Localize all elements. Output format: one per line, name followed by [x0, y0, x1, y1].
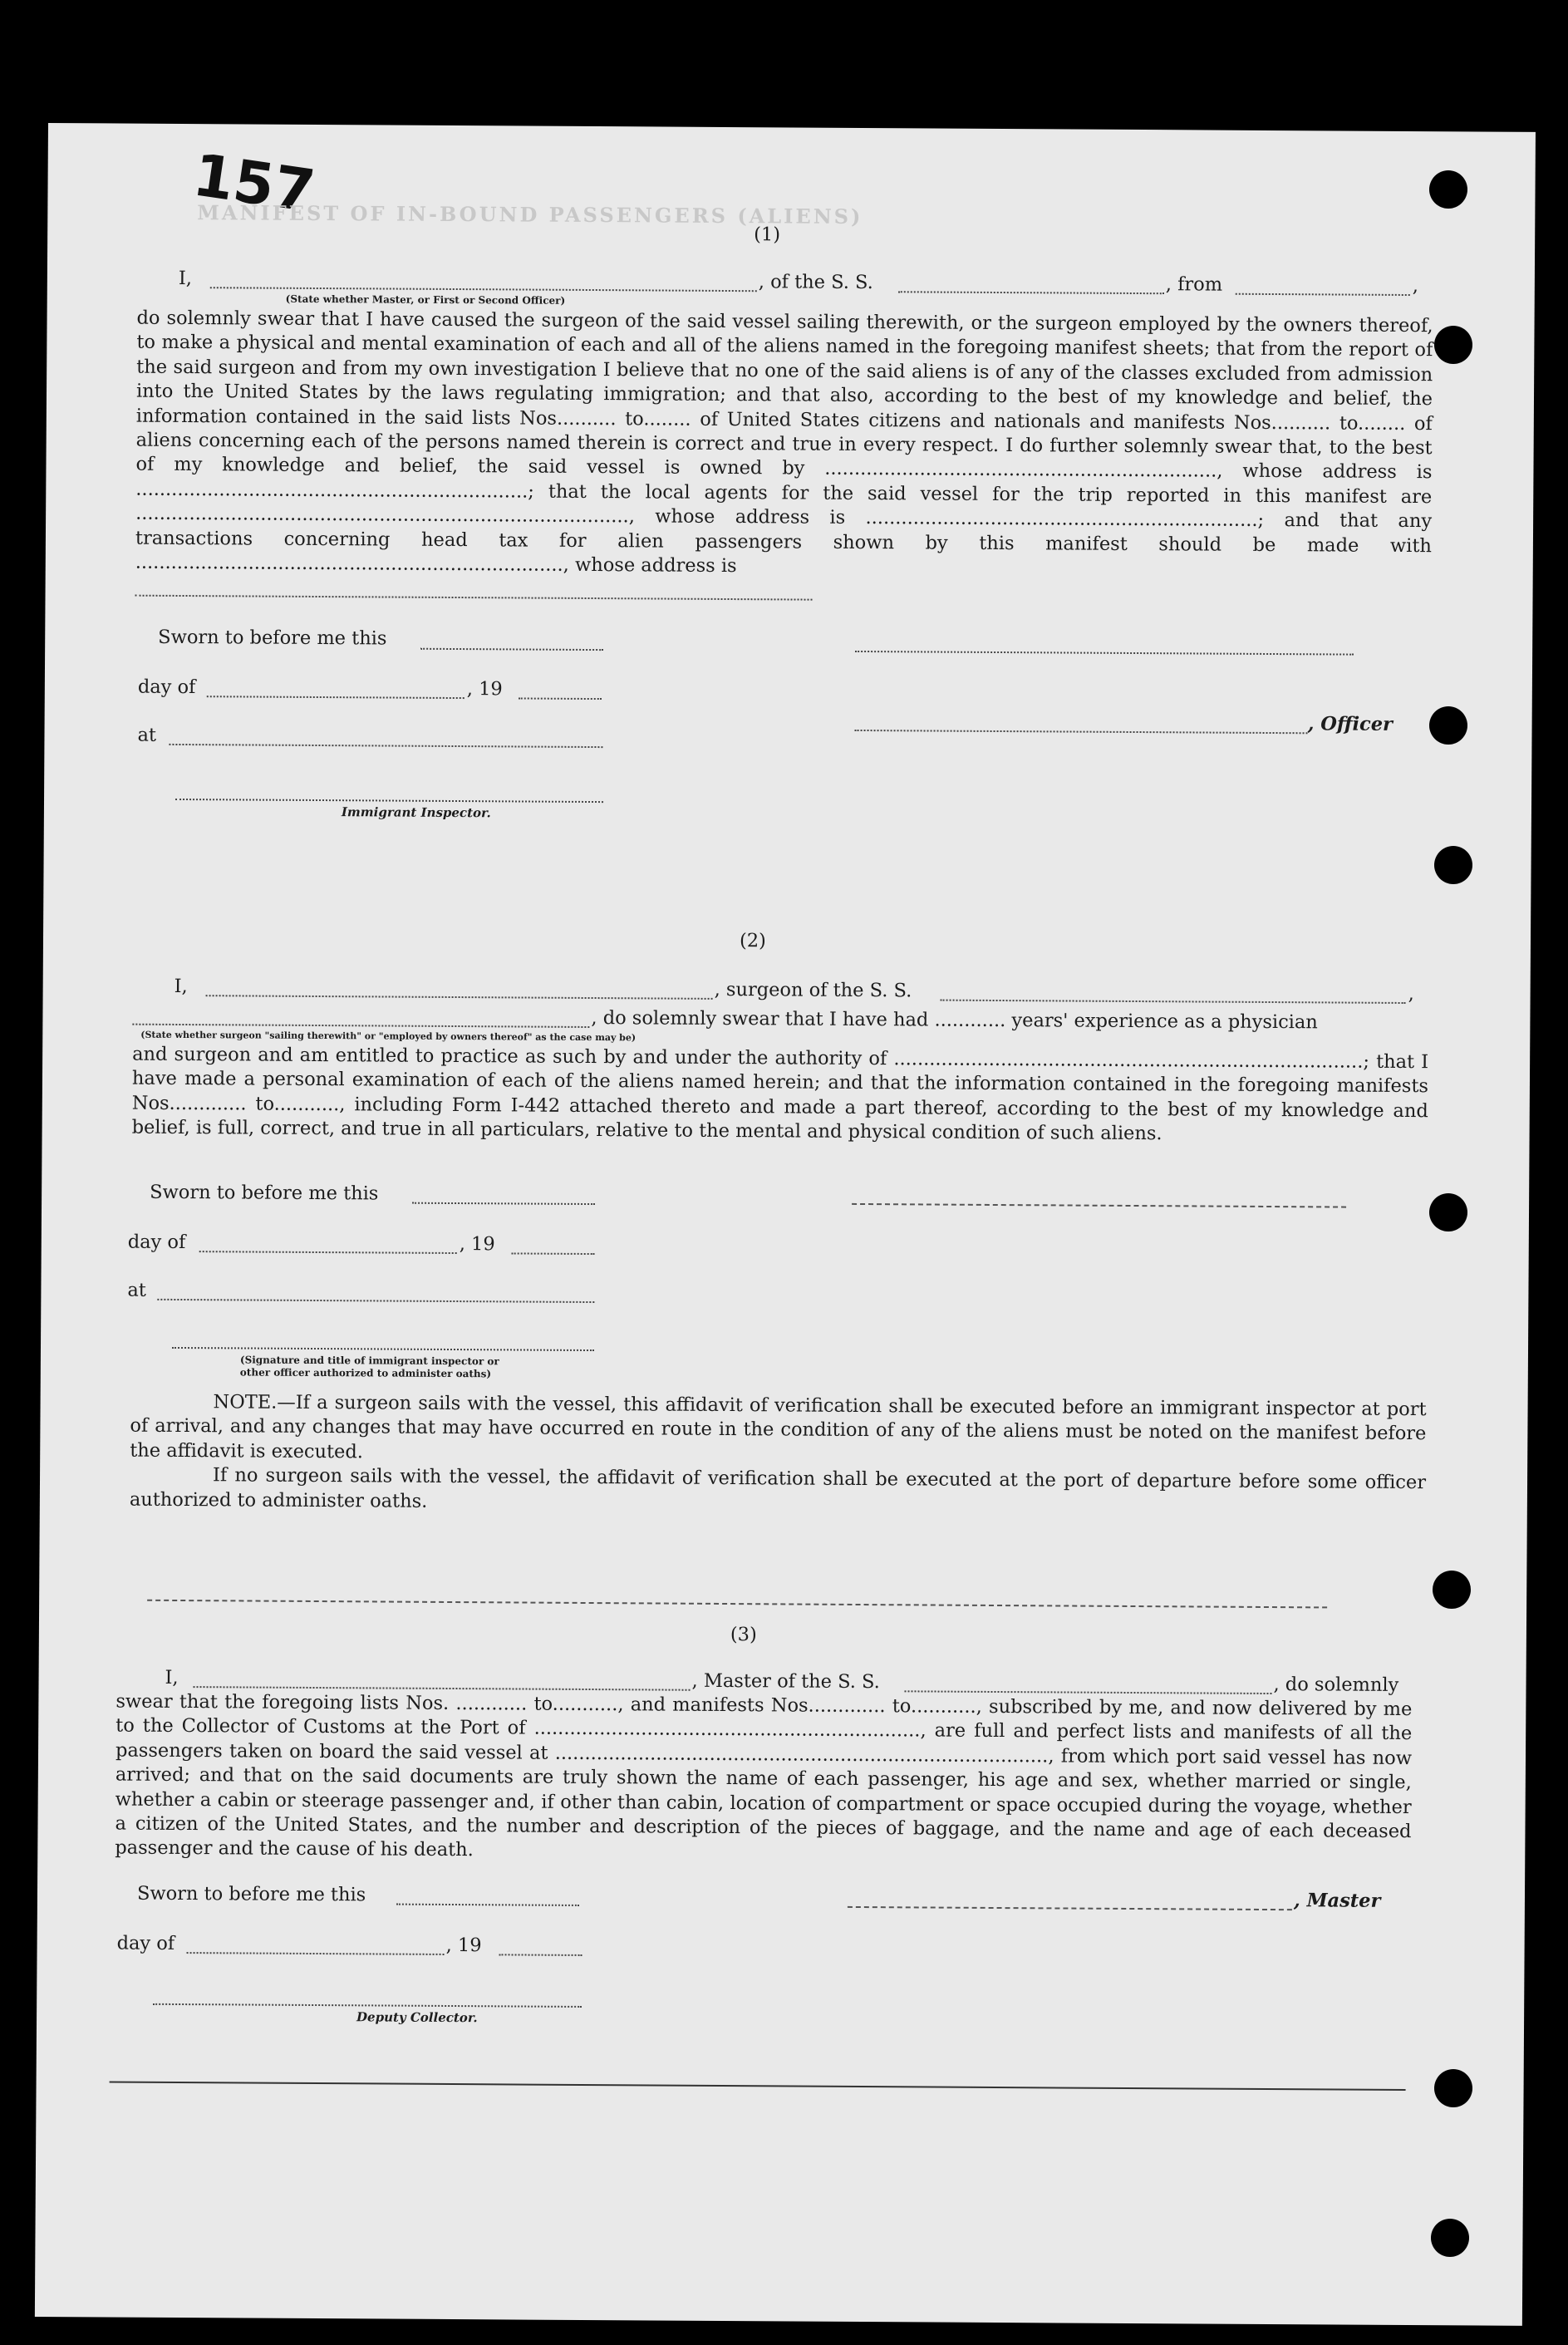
s2-day-line: [199, 1251, 457, 1254]
s3-oath-text: swear that the foregoing lists Nos. ............ to..........., and manifests Nos............. to..........., subscribed by me, and now delivered by me to the Collector of Customs at the Port of ................................................................., are full and perfect lists and manifests of all the passengers taken on board the said vessel at ..................................................................................., from which port said vessel has now arrived; and that on the said documents are truly shown the name of each passenger, his age and sex, whether married or single, whether a cabin or steerage passenger and, if other than cabin, location of compartment or space occupied during the voyage, whether a citizen of the United States, and the number and description of the pieces of baggage, and the name and age of each deceased passenger and the cause of his death.: [115, 1690, 1413, 1861]
s2-i-label: I,: [174, 975, 188, 998]
s1-day-label: day of: [137, 676, 196, 699]
s2-year-line: [512, 1252, 595, 1255]
s2-status-line: [132, 1024, 589, 1028]
s1-at-line: [169, 744, 602, 748]
s3-ship-line: [904, 1690, 1271, 1694]
s1-name-line: [210, 287, 757, 292]
s3-sworn-line: [396, 1904, 579, 1906]
s3-day-line: [187, 1952, 445, 1955]
s3-day-label: day of: [116, 1932, 175, 1954]
s2-sworn-line: [412, 1202, 595, 1205]
binder-hole-3: [1429, 706, 1467, 745]
s1-officer-line: [855, 730, 1308, 734]
s3-sworn-label: Sworn to before me this: [136, 1882, 366, 1906]
s1-sworn-line: [420, 648, 603, 651]
s1-inspector-caption: Immigrant Inspector.: [341, 804, 491, 821]
s2-surgeon-label: , surgeon of the S. S.: [714, 978, 912, 1002]
binder-hole-8: [1431, 2219, 1469, 2257]
s1-inspector-line: [175, 799, 603, 803]
s2-caption2-line1: (Signature and title of immigrant inspector or: [239, 1354, 499, 1368]
s2-note-paragraph-2: If no surgeon sails with the vessel, the affidavit of verification shall be executed at the port of departure before some officer authorized to administer oaths.: [129, 1464, 1427, 1512]
section-3-number: (3): [730, 1624, 757, 1646]
s3-signature-line: [848, 1906, 1292, 1910]
binder-hole-4: [1434, 846, 1472, 884]
s2-oath-text: and surgeon and am entitled to practice as such by and under the authority of ...............................................................................; that I have made a personal examination of each of the aliens named herein; and that the information contained in the foregoing manifests Nos............. to..........., including Form I-442 attached thereto and made a part thereof, according to the best of my knowledge and belief, is full, correct, and true in all particulars, relative to the mental and physical condition of such aliens.: [131, 1043, 1429, 1145]
s3-master-signature-label: , Master: [1293, 1890, 1381, 1912]
s3-master-label: , Master of the S. S.: [691, 1669, 880, 1694]
section-1-number: (1): [754, 224, 781, 246]
s1-oath-body: [135, 307, 1433, 583]
s2-caption2-line2: other officer authorized to administer oaths): [239, 1366, 492, 1380]
binder-hole-1: [1429, 170, 1467, 209]
s3-i-label: I,: [165, 1666, 179, 1689]
s2-sworn-label: Sworn to before me this: [150, 1181, 379, 1205]
s3-collector-caption: Deputy Collector.: [356, 2009, 478, 2026]
section-2-number: (2): [739, 930, 766, 952]
s2-year-label: , 19: [459, 1233, 495, 1256]
document-page: [35, 123, 1536, 2326]
s1-year-label: , 19: [466, 678, 503, 701]
s3-year-label: , 19: [445, 1934, 482, 1957]
s2-caption: (State whether surgeon "sailing therewith" or "employed by owners thereof" as the case may be): [140, 1029, 637, 1044]
s1-i-label: I,: [178, 267, 192, 290]
s2-day-label: day of: [127, 1231, 186, 1254]
s2-comma: ,: [1408, 983, 1414, 1005]
faint-bleedthrough-header: MANIFEST OF IN-BOUND PASSENGERS (ALIENS): [197, 200, 863, 229]
s2-at-line: [157, 1299, 594, 1303]
binder-hole-6: [1433, 1571, 1471, 1609]
s3-oath-body: [115, 1690, 1412, 1869]
s1-ship-line: [898, 291, 1164, 294]
s1-year-line: [519, 697, 602, 700]
binder-hole-5: [1429, 1193, 1467, 1231]
s1-oath-text: do solemnly swear that I have caused the surgeon of the said vessel sailing therewith, or the surgeon employed by the owners thereof, to make a physical and mental examination of each and all of the aliens named in the foregoing manifest sheets; that from the report of the said surgeon and from my own investigation I believe that no one of the said aliens is of any of the classes excluded from admission into the United States by the laws regulating immigration; and that also, according to the best of my knowledge and belief, the information contained in the said lists Nos.......... to........ of United States citizens and nationals and manifests Nos.......... to........ of aliens concerning each of the persons named therein is correct and true in every respect. I do further solemnly swear that, to the best of my knowledge and belief, the said vessel is owned by .................................................................., whose address is ..................................................................; that the local agents for the said vessel for the trip reported in this manifest are ..................................................................................., whose address is ..................................................................; and that any transactions concerning head tax for alien passengers shown by this manifest should be made with ........................................................................, whose address is: [135, 307, 1433, 578]
s2-inspector-line: [172, 1347, 594, 1351]
s2-oath-body: [132, 1043, 1429, 1148]
s1-from-label: , from: [1165, 273, 1223, 296]
s1-officer-label: , Officer: [1307, 713, 1393, 735]
s1-at-label: at: [137, 724, 157, 746]
s2-at-label: at: [127, 1279, 146, 1301]
s2-separator: [147, 1600, 1327, 1609]
binder-hole-2: [1434, 326, 1472, 364]
s3-swear-label: , do solemnly: [1273, 1674, 1399, 1696]
s3-year-line: [499, 1954, 582, 1956]
s2-signature-line: [852, 1203, 1346, 1208]
s2-note-paragraph-1: NOTE.—If a surgeon sails with the vessel, this affidavit of verification shall be executed before an immigrant inspector at port of arrival, and any changes that may have occurred en route in the condition of any of the aliens must be noted on the manifest before the affidavit is executed.: [130, 1391, 1427, 1463]
s3-collector-line: [153, 2003, 582, 2008]
s1-comma: ,: [1412, 275, 1419, 297]
bottom-rule: [110, 2081, 1406, 2091]
s1-from-line: [1236, 293, 1410, 296]
s1-day-line: [207, 696, 465, 699]
binder-hole-7: [1434, 2069, 1472, 2107]
s2-ship-line: [941, 1000, 1406, 1004]
handwritten-page-number: 157: [189, 140, 319, 226]
s1-signature-line: [855, 651, 1354, 656]
s2-name-line: [206, 995, 713, 1000]
s1-sworn-label: Sworn to before me this: [158, 626, 387, 650]
s2-swear-label: , do solemnly swear that I have had ............ years' experience as a physician: [591, 1007, 1318, 1034]
s1-of-ss-label: , of the S. S.: [758, 271, 873, 294]
s2-note: [130, 1390, 1427, 1521]
s1-address-line: [135, 595, 813, 601]
s1-caption: (State whether Master, or First or Second Officer): [285, 293, 566, 307]
